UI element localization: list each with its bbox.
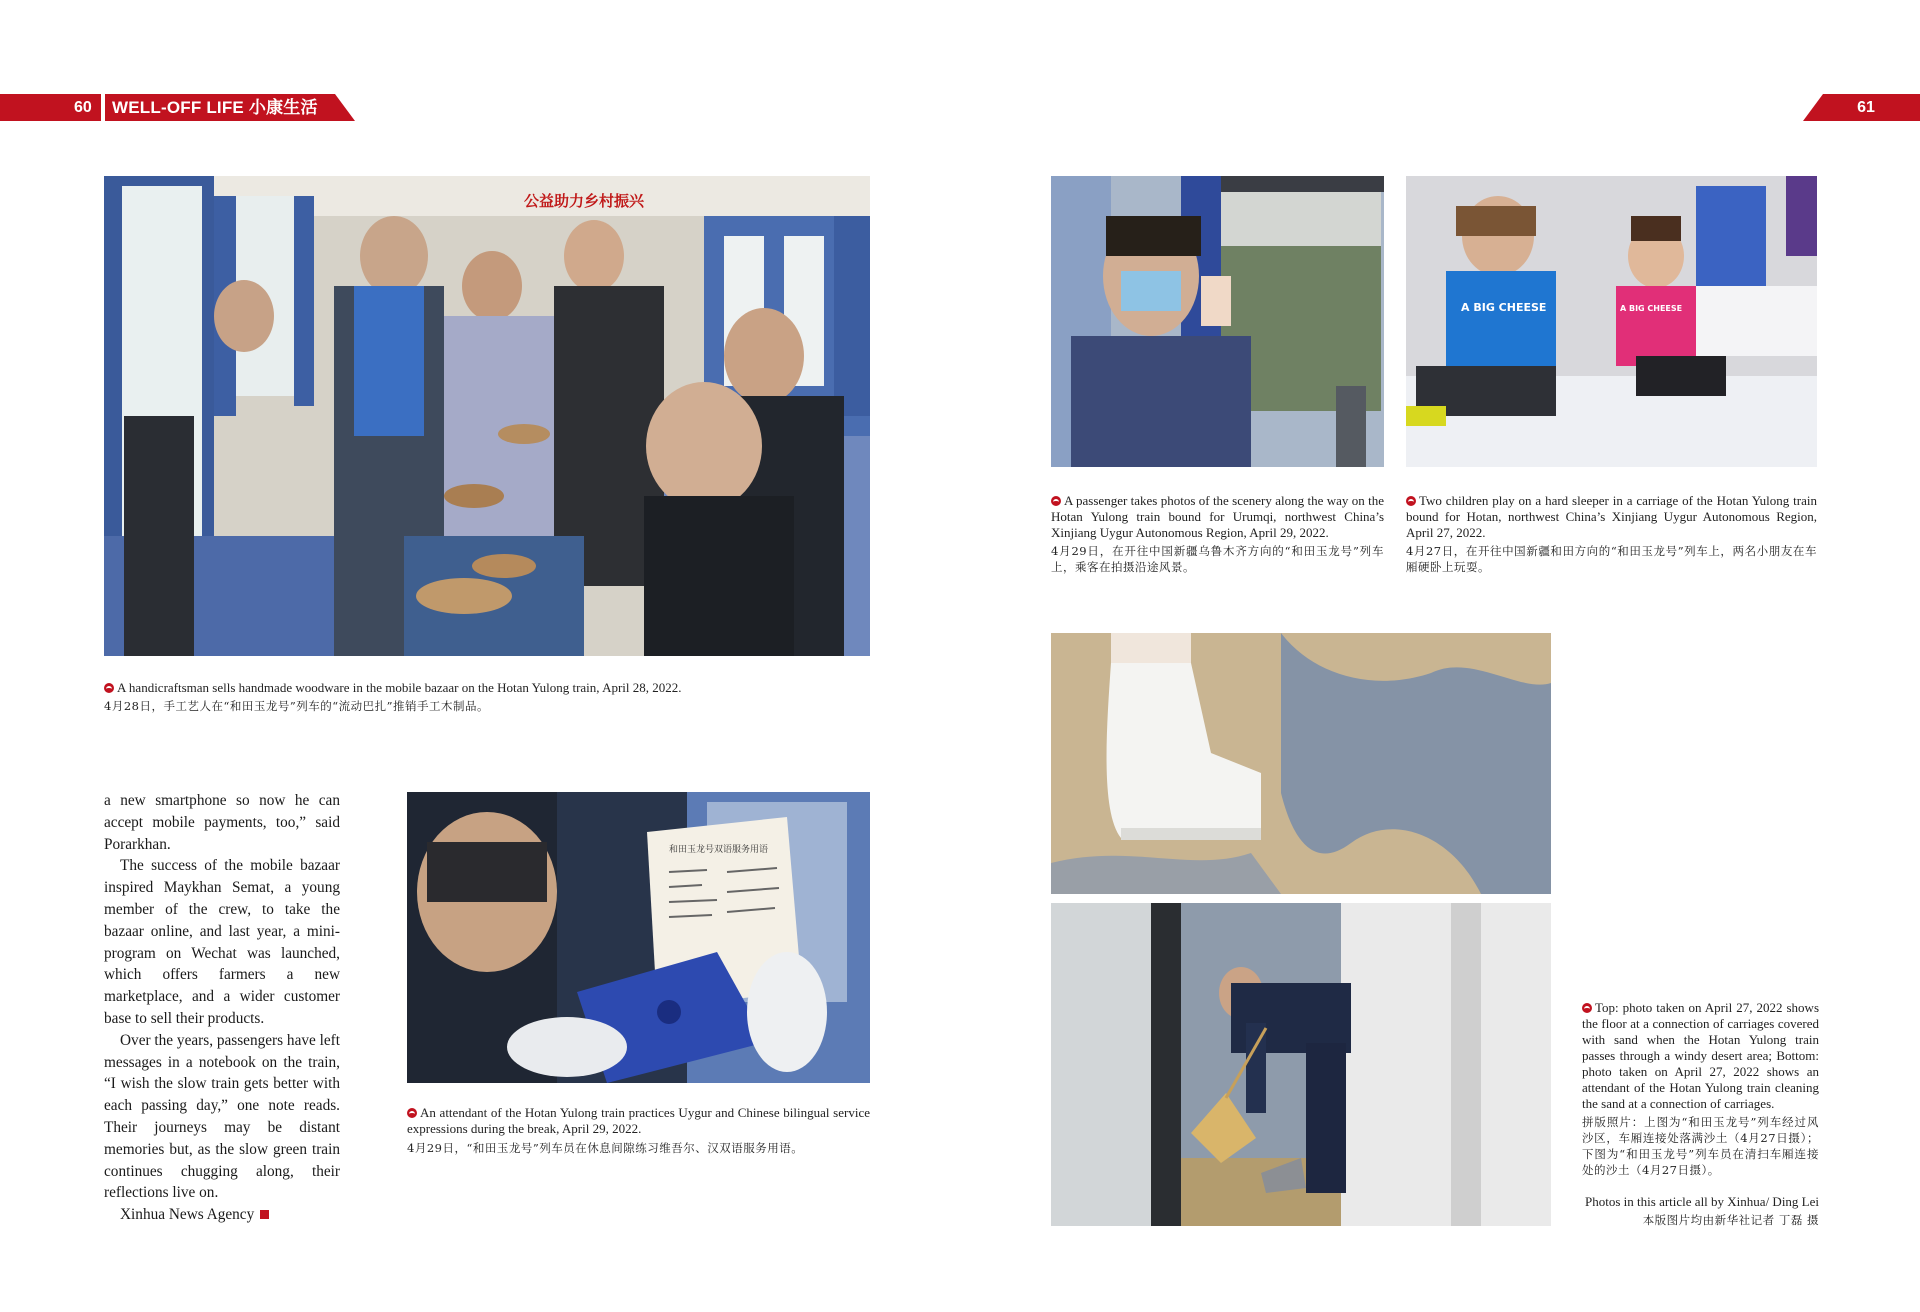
craftsman-caption	[104, 680, 870, 696]
attendant-caption-cn: 4月29日，“和田玉龙号”列车员在休息间隙练习维吾尔、汉双语服务用语。	[407, 1141, 804, 1155]
attendant-photo	[407, 792, 870, 1083]
end-mark-icon	[260, 1210, 269, 1219]
banner-text: 公益助力乡村振兴	[524, 192, 645, 210]
article-paragraph-3: Over the years, passengers have left messages in a notebook on the train, “I wish the slow train gets better with each passing day,” one note reads. Their journeys may be distant memories but, as the slow green train continues chugging along, their reflections live on.	[104, 1031, 341, 1202]
children-caption-en: Two children play on a hard sleeper in a carriage of the Hotan Yulong train bound for Hotan, northwest China’s Xinjiang Uygur Autonomous Region, April 27, 2022.	[1406, 493, 1817, 540]
craftsman-caption-cn: 4月28日，手工艺人在“和田玉龙号”列车的“流动巴扎”推销手工木制品。	[104, 699, 489, 713]
passenger-photo	[1051, 176, 1384, 467]
sand-caption	[1582, 1000, 1819, 1112]
photo-credit-cn: 本版图片均由新华社记者 丁磊 摄	[1642, 1213, 1819, 1227]
cleaning-photo	[1051, 903, 1551, 1226]
passenger-caption-en: A passenger takes photos of the scenery along the way on the Hotan Yulong train bound for Urumqi, northwest China’s Xinjiang Uygur Autonomous Region, April 29, 2022.	[1051, 493, 1384, 540]
passenger-caption-cn: 4月29日，在开往中国新疆乌鲁木齐方向的“和田玉龙号”列车上，乘客在拍摄沿途风景。	[1051, 544, 1384, 574]
caption-marker-icon	[1582, 1003, 1592, 1013]
photo-credit-en: Photos in this article all by Xinhua/ Ding Lei	[1585, 1194, 1819, 1209]
byline-text: Xinhua News Agency	[120, 1206, 255, 1224]
children-caption	[1406, 493, 1817, 541]
section-title: WELL-OFF LIFE 小康生活	[112, 98, 318, 117]
card-title: 和田玉龙号双语服务用语	[669, 845, 769, 855]
caption-marker-icon	[104, 683, 114, 693]
craftsman-caption-en: A handicraftsman sells handmade woodware in the mobile bazaar on the Hotan Yulong train, April 28, 2022.	[117, 680, 682, 695]
passenger-caption	[1051, 493, 1384, 541]
attendant-caption	[407, 1105, 870, 1137]
sand-caption-en: Top: photo taken on April 27, 2022 shows the floor at a connection of carriages covered with sand when the Hotan Yulong train passes through a windy desert area; Bottom: photo taken on April 27, 2022 shows an attendant of the Hotan Yulong train cleaning the sand at a connection of carriages.	[1582, 1000, 1819, 1111]
sand-floor-photo	[1051, 633, 1551, 894]
children-caption-cn: 4月27日，在开往中国新疆和田方向的“和田玉龙号”列车上，两名小朋友在车厢硬卧上玩耍。	[1406, 544, 1817, 574]
caption-marker-icon	[1406, 496, 1416, 506]
caption-marker-icon	[1051, 496, 1061, 506]
left-page-number: 60	[74, 99, 92, 116]
right-page-number: 61	[1857, 99, 1875, 116]
sand-caption-cn: 拼版照片：上图为“和田玉龙号”列车经过风沙区，车厢连接处落满沙土（4月27日摄）；下图为“和田玉龙号”列车员在清扫车厢连接处的沙土（4月27日摄）。	[1582, 1115, 1819, 1177]
craftsman-photo	[104, 176, 870, 656]
article-body	[104, 790, 340, 1226]
article-paragraph-1: a new smartphone so now he can accept mobile payments, too,” said Porarkhan.	[104, 792, 340, 853]
caption-marker-icon	[407, 1108, 417, 1118]
shirt-text-2: A BIG CHEESE	[1620, 304, 1683, 313]
article-byline	[104, 1204, 340, 1226]
shirt-text-1: A BIG CHEESE	[1461, 301, 1547, 314]
header-divider	[101, 94, 105, 121]
children-photo	[1406, 176, 1817, 467]
attendant-caption-en: An attendant of the Hotan Yulong train practices Uygur and Chinese bilingual service expressions during the break, April 29, 2022.	[407, 1105, 870, 1136]
article-paragraph-2: The success of the mobile bazaar inspired Maykhan Semat, a young member of the crew, to take the bazaar online, and last year, a mini-program on Wechat was launched, which offers farmers a new marketplace, and a wider customer base to sell their products.	[104, 857, 340, 1027]
